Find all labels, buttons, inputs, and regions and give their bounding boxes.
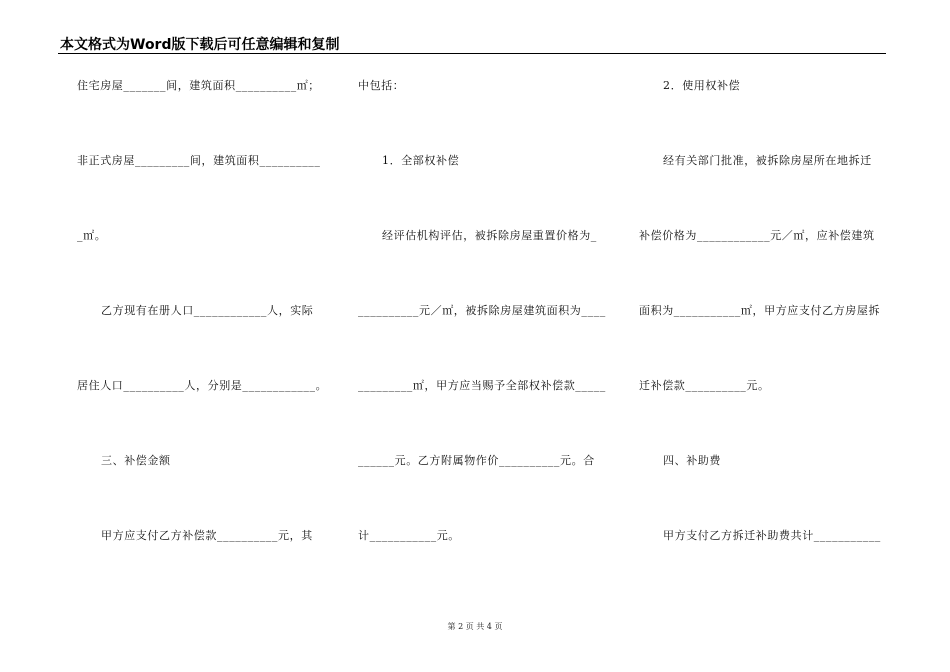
text-line: 迁补偿款__________元。 [639,379,770,392]
text-line: _________㎡，甲方应当赐予全部权补偿款_____ [358,379,606,392]
text-line: 甲方应支付乙方补偿款__________元，其 [101,529,313,542]
text-line: 非正式房屋_________间，建筑面积__________ [77,154,321,167]
text-line: 甲方支付乙方拆迁补助费共计___________ [663,529,881,542]
section-heading: 2．使用权补偿 [663,79,741,92]
text-line: 计___________元。 [358,529,460,542]
page-number: 第 2 页 共 4 页 [447,622,503,631]
text-line: 面积为___________㎡，甲方应支付乙方房屋拆 [639,304,881,317]
text-line: ______元。乙方附属物作价__________元。合 [358,454,595,467]
text-line: 居住人口__________人，分别是____________。 [77,379,328,392]
text-line: 经有关部门批准，被拆除房屋所在地拆迁 [663,154,872,167]
text-line: 住宅房屋_______间，建筑面积__________㎡； [77,79,320,92]
section-heading: 三、补偿金额 [101,454,171,467]
text-line: 中包括： [358,79,405,92]
text-line: __________元／㎡，被拆除房屋建筑面积为____ [358,304,606,317]
document-title: 本文格式为Word版下载后可任意编辑和复制 [60,37,340,53]
text-line: 乙方现有在册人口____________人，实际 [101,304,314,317]
section-heading: 四、补助费 [663,454,721,467]
text-line: 补偿价格为____________元／㎡，应补偿建筑 [639,229,875,242]
text-line: 经评估机构评估，被拆除房屋重置价格为_ [382,229,597,242]
header-divider [58,53,886,54]
text-line: _㎡。 [77,229,107,242]
section-heading: 1．全部权补偿 [382,154,460,167]
